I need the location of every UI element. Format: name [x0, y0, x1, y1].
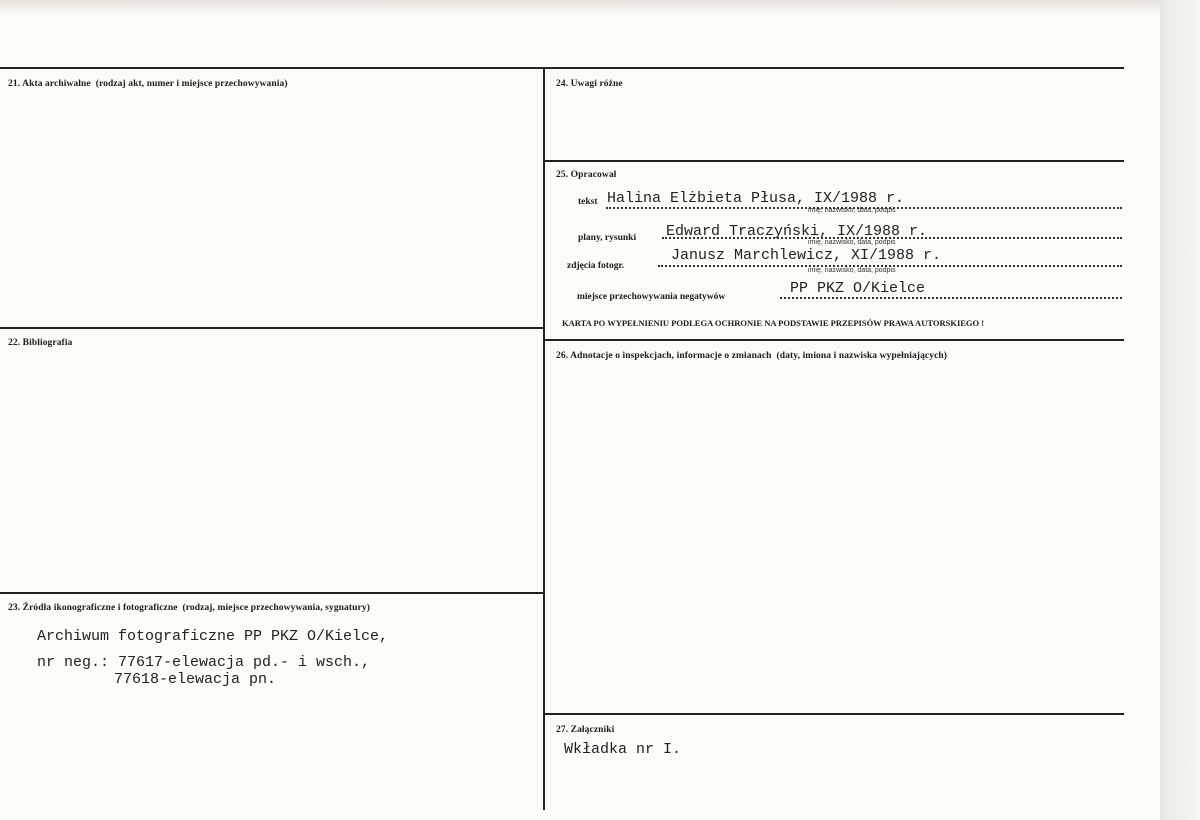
negatives-location-label: miejsce przechowywania negatywów: [577, 292, 726, 302]
section-22-label: 22. Bibliografia: [8, 338, 73, 348]
section-27-line-1: Wkładka nr I.: [564, 741, 682, 758]
negatives-location-dotline: [780, 297, 1122, 299]
rule-24-25: [543, 160, 1124, 162]
section-23-line-3: 77618-elewacja pn.: [114, 671, 277, 688]
paper-shadow-top: [0, 0, 1160, 14]
top-rule: [0, 67, 1124, 69]
section-27-title: [556, 725, 614, 735]
paper-edge: [1160, 0, 1200, 820]
section-23-label: 23. Źródła ikonograficzne i fotograficzne: [8, 603, 178, 613]
section-25-title: [556, 170, 616, 180]
copyright-notice: KARTA PO WYPEŁNIENIU PODLEGA OCHRONIE NA PODSTAWIE PRZEPISÓW PRAWA AUTORSKIEGO !: [562, 318, 985, 328]
section-23-line-2: nr neg.: 77617-elewacja pd.- i wsch.,: [37, 654, 371, 671]
author-text-hint: imię, nazwisko, data, podpis: [808, 207, 896, 214]
rule-22-23: [0, 592, 544, 594]
section-21-title: [8, 79, 288, 89]
section-23-subtitle: (rodzaj, miejsce przechowywania, sygnatury): [182, 603, 370, 613]
drawings-label: plany, rysunki: [578, 233, 637, 243]
section-26-subtitle: (daty, imiona i nazwiska wypełniających): [776, 351, 948, 361]
photos-value: Janusz Marchlewicz, XI/1988 r.: [671, 247, 942, 264]
section-21-subtitle: (rodzaj akt, numer i miejsce przechowywania): [95, 79, 288, 89]
author-text-value: Halina Elżbieta Płusa, IX/1988 r.: [607, 190, 905, 207]
photos-hint: imię, nazwisko, data, podpis: [808, 267, 896, 274]
section-27-label: 27. Załączniki: [556, 725, 615, 735]
section-22-title: [8, 338, 72, 348]
center-divider: [543, 67, 545, 810]
section-26-title: [556, 351, 947, 361]
section-26-label: 26. Adnotacje o inspekcjach, informacje o zmianach: [556, 351, 772, 361]
rule-21-22: [0, 327, 544, 329]
drawings-value: Edward Traczyński, IX/1988 r.: [666, 223, 928, 240]
section-21-label: 21. Akta archiwalne: [8, 79, 91, 89]
author-text-label: tekst: [578, 197, 598, 207]
section-25-label: 25. Opracował: [556, 170, 617, 180]
negatives-location-value: PP PKZ O/Kielce: [790, 280, 926, 297]
photos-label: zdjęcia fotogr.: [567, 261, 625, 271]
section-23-title: [8, 603, 370, 613]
section-24-label: 24. Uwagi różne: [556, 79, 623, 89]
section-23-line-1: Archiwum fotograficzne PP PKZ O/Kielce,: [37, 628, 389, 645]
drawings-hint: imię, nazwisko, data, podpis: [808, 239, 896, 246]
section-24-title: [556, 79, 623, 89]
